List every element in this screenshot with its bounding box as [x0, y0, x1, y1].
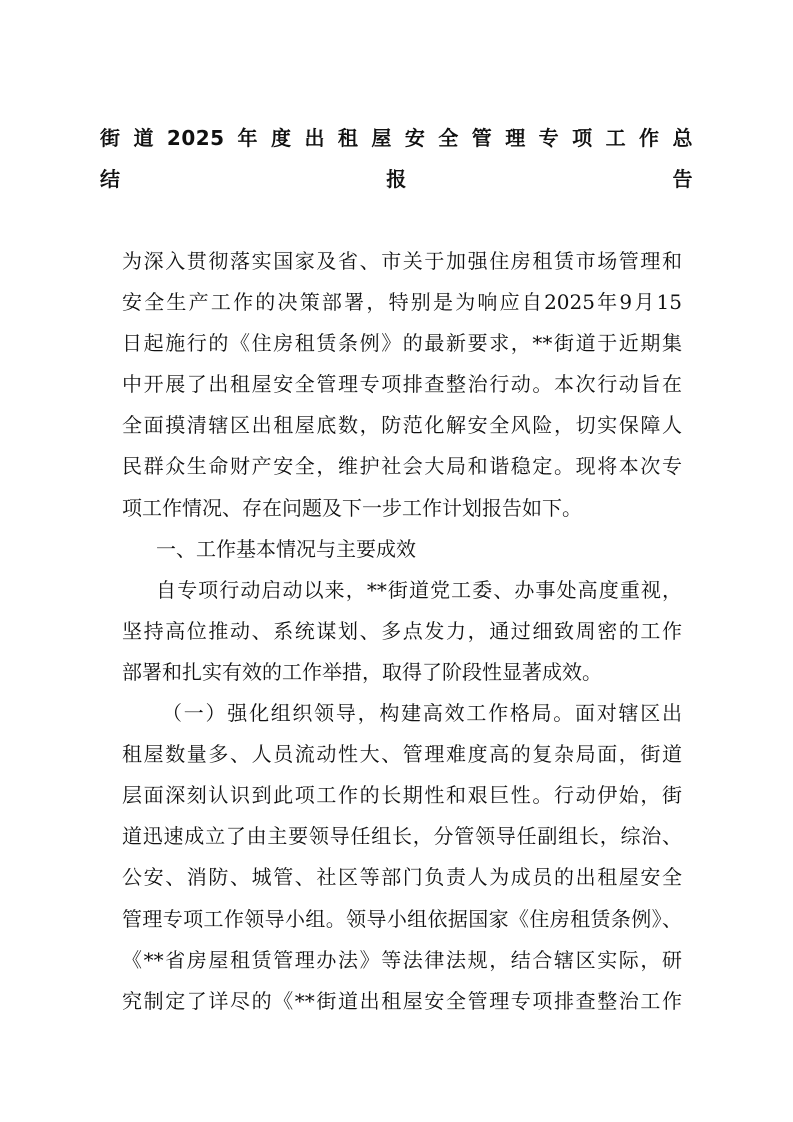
- body-line: 中开展了出租屋安全管理专项排查整治行动。本次行动旨在: [122, 372, 682, 397]
- body-line: 坚持高位推动、系统谋划、多点发力，通过细致周密的工作: [122, 618, 682, 643]
- body-line: 民群众生命财产安全，维护社会大局和谐稳定。现将本次专: [122, 454, 682, 479]
- body-line: 全面摸清辖区出租屋底数，防范化解安全风险，切实保障人: [122, 413, 682, 438]
- body-line: 公安、消防、城管、社区等部门负责人为成员的出租屋安全: [122, 865, 682, 890]
- body-line: （一）强化组织领导，构建高效工作格局。面对辖区出: [162, 701, 682, 726]
- body-line: 层面深刻认识到此项工作的长期性和艰巨性。行动伊始，街: [122, 783, 682, 808]
- body-line: 部署和扎实有效的工作举措，取得了阶段性显著成效。: [122, 659, 602, 684]
- body-line: 为深入贯彻落实国家及省、市关于加强住房租赁市场管理和: [122, 249, 682, 273]
- body-line: 自专项行动启动以来，**街道党工委、办事处高度重视，: [156, 577, 682, 602]
- body-line: 安全生产工作的决策部署，特别是为响应自2025年9月15: [122, 290, 682, 315]
- document-body: [122, 241, 682, 1022]
- body-line: 管理专项工作领导小组。领导小组依据国家《住房租赁条例》、: [122, 906, 682, 931]
- body-line: 日起施行的《住房租赁条例》的最新要求，**街道于近期集: [122, 331, 682, 356]
- body-line: 一、工作基本情况与主要成效: [156, 536, 416, 561]
- document-title: [100, 118, 693, 200]
- body-line: 道迅速成立了由主要领导任组长，分管领导任副组长，综治、: [122, 824, 682, 849]
- body-line: 《**省房屋租赁管理办法》等法律法规，结合辖区实际，研: [122, 947, 682, 972]
- body-line: 项工作情况、存在问题及下一步工作计划报告如下。: [122, 495, 582, 520]
- title-line-2: 结报告: [100, 167, 693, 192]
- body-line: 究制定了详尽的《**街道出租屋安全管理专项排查整治工作: [122, 988, 682, 1013]
- body-line: 租屋数量多、人员流动性大、管理难度高的复杂局面，街道: [122, 742, 682, 767]
- title-line-1: 街道2025年度出租屋安全管理专项工作总: [100, 126, 693, 150]
